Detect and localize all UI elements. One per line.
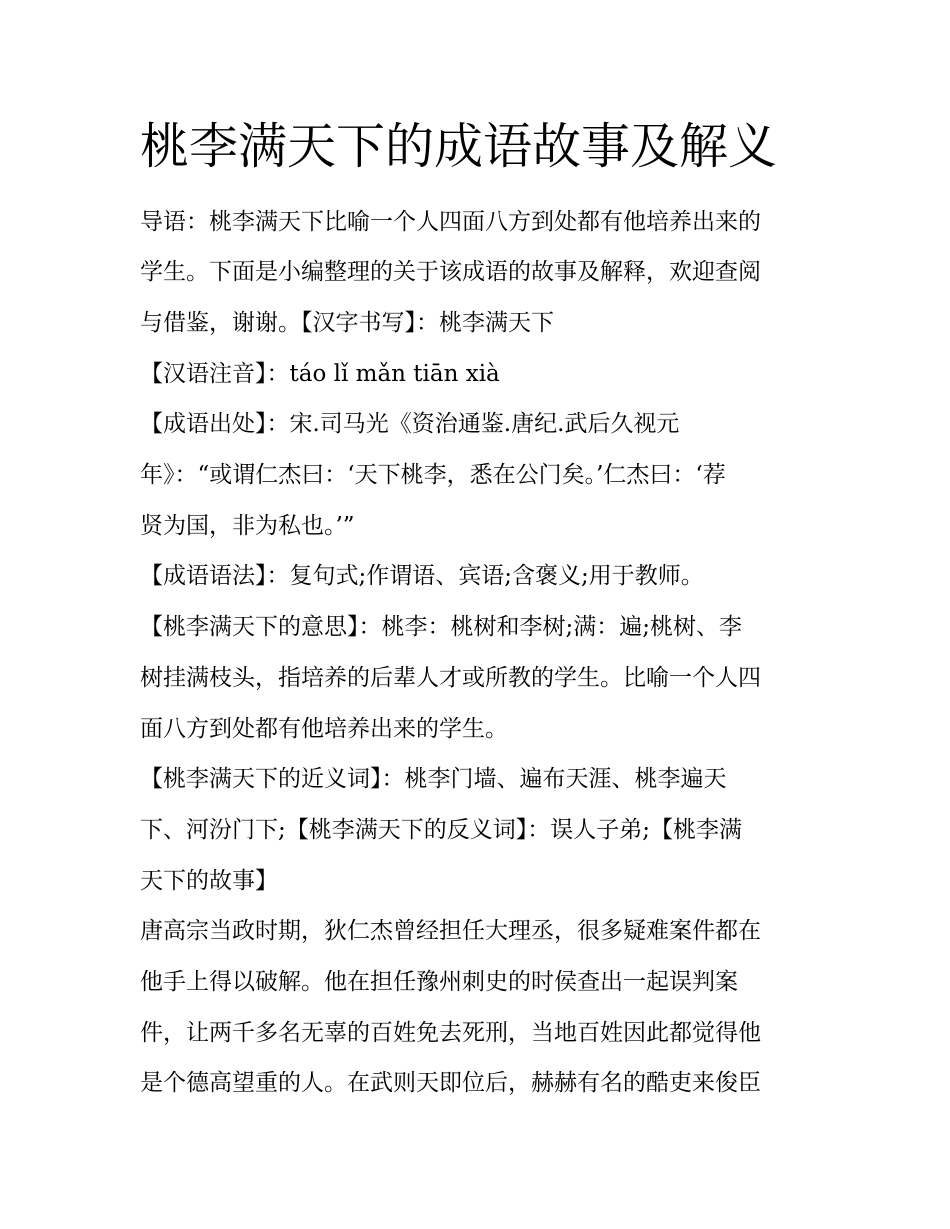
text-line: 树挂满枝头，指培养的后辈人才或所教的学生。比喻一个人四: [140, 665, 761, 691]
text-line: 唐高宗当政时期，狄仁杰曾经担任大理丞，很多疑难案件都在: [140, 918, 761, 944]
text-line: 是个德高望重的人。在武则天即位后，赫赫有名的酷吏来俊臣: [140, 1070, 761, 1096]
text-line: 面八方到处都有他培养出来的学生。: [140, 716, 508, 742]
text-line: 导语：桃李满天下比喻一个人四面八方到处都有他培养出来的: [140, 209, 761, 235]
text-line: 贤为国，非为私也。’”: [140, 513, 355, 539]
text-line: 件，让两千多名无辜的百姓免去死刑，当地百姓因此都觉得他: [140, 1020, 761, 1046]
text-line: 【汉语注音】：táo lǐ mǎn tiān xià: [140, 361, 500, 387]
text-line: 【成语语法】：复句式;作谓语、宾语;含褒义;用于教师。: [140, 563, 704, 589]
page-title: 桃李满天下的成语故事及解义: [140, 118, 778, 175]
text-line: 与借鉴，谢谢。【汉字书写】：桃李满天下: [140, 310, 554, 336]
text-line: 【成语出处】：宋.司马光《资治通鉴.唐纪.武后久视元: [140, 411, 680, 437]
text-line: 天下的故事】: [140, 868, 278, 894]
text-line: 年》：“或谓仁杰曰：‘天下桃李，悉在公门矣。’仁杰曰：‘荐: [140, 462, 726, 488]
text-line: 下、河汾门下;【桃李满天下的反义词】：误人子弟;【桃李满: [140, 817, 742, 843]
text-line: 他手上得以破解。他在担任豫州刺史的时侯查出一起误判案: [140, 969, 738, 995]
text-line: 【桃李满天下的近义词】：桃李门墙、遍布天涯、桃李遍天: [140, 766, 727, 792]
text-line: 【桃李满天下的意思】：桃李：桃树和李树;满：遍;桃树、李: [140, 614, 742, 640]
text-line: 学生。下面是小编整理的关于该成语的故事及解释，欢迎查阅: [140, 259, 761, 285]
